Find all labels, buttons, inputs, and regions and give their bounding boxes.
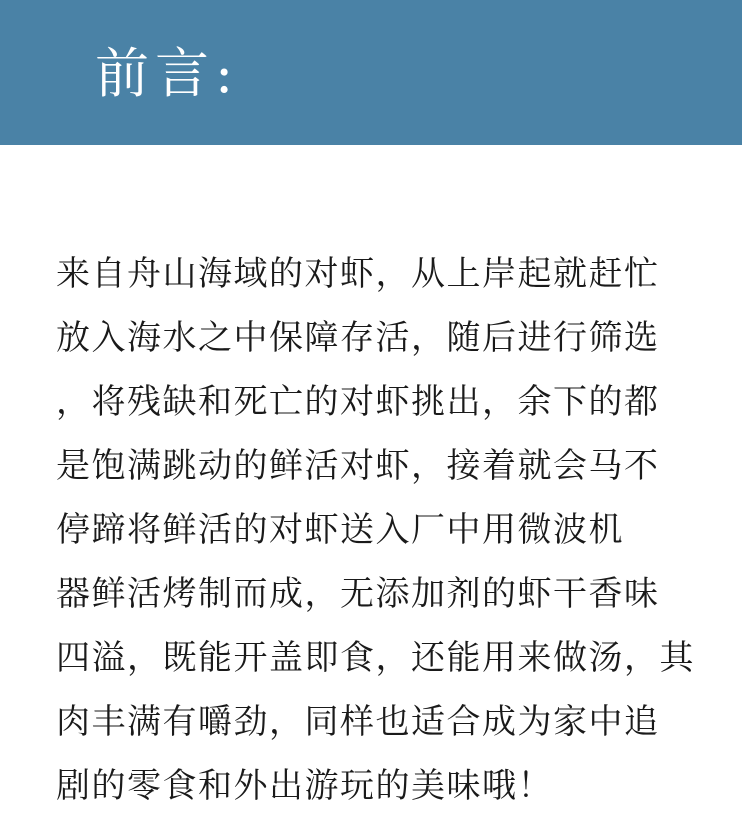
paragraph-line: 器鲜活烤制而成，无添加剂的虾干香味	[56, 574, 660, 614]
header-banner	[0, 0, 742, 145]
section-title: 前言:	[95, 42, 240, 105]
paragraph-line: 来自舟山海域的对虾，从上岸起就赶忙	[56, 254, 660, 294]
intro-paragraph	[56, 242, 696, 818]
paragraph-line: 停蹄将鲜活的对虾送入厂中用微波机	[56, 510, 624, 550]
paragraph-line: 四溢，既能开盖即食，还能用来做汤，其	[56, 638, 695, 678]
paragraph-line: 肉丰满有嚼劲，同样也适合成为家中追	[56, 702, 660, 742]
paragraph-line: 剧的零食和外出游玩的美味哦！	[56, 766, 553, 806]
paragraph-line: 放入海水之中保障存活，随后进行筛选	[56, 318, 660, 358]
paragraph-line: ，将残缺和死亡的对虾挑出，余下的都	[56, 382, 660, 422]
paragraph-line: 是饱满跳动的鲜活对虾，接着就会马不	[56, 446, 660, 486]
